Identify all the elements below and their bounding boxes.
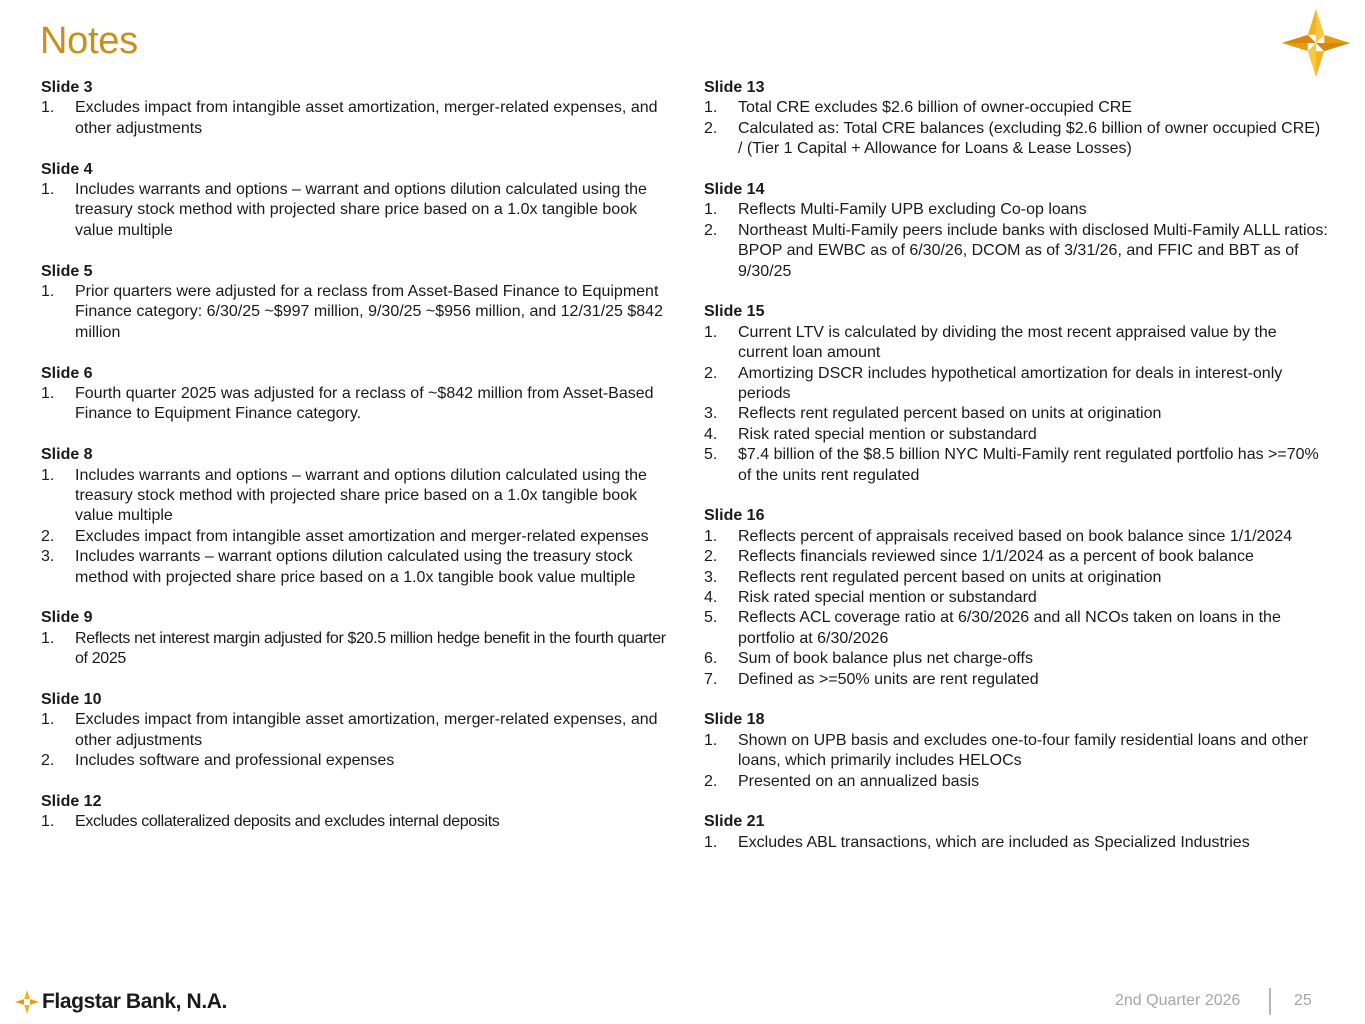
- footnote-number: 1.: [704, 731, 718, 749]
- footnote-number: 1.: [704, 99, 718, 117]
- footnote-number: 2.: [704, 772, 718, 790]
- footnote-number: 3.: [704, 568, 718, 586]
- page-title: Notes: [40, 20, 138, 62]
- slide-heading: Slide 3: [41, 79, 93, 96]
- slide-heading: Slide 18: [704, 711, 765, 729]
- slide-heading: Slide 9: [41, 609, 93, 627]
- slide-notes-section: [41, 792, 671, 833]
- footnote-text: Reflects rent regulated percent based on units at origination: [738, 568, 1162, 586]
- slide-notes-section: [41, 364, 671, 425]
- footnote-item: [704, 833, 1329, 853]
- footnote-number: 1.: [41, 711, 55, 729]
- footnote-text: Amortizing DSCR includes hypothetical amortization for deals in interest-only periods: [738, 364, 1283, 403]
- slide-heading: Slide 8: [41, 446, 93, 464]
- slide-notes-section: [41, 160, 671, 242]
- footnote-item: [41, 282, 671, 343]
- slide-notes-section: [704, 302, 1329, 486]
- footnote-number: 1.: [704, 527, 718, 545]
- slide-heading: Slide 10: [41, 691, 102, 708]
- footnote-text: Shown on UPB basis and excludes one-to-four family residential loans and other loans, which primarily includes HELOCs: [738, 731, 1309, 770]
- page-number: 25: [1294, 992, 1312, 1009]
- flagstar-star-icon: [15, 990, 39, 1014]
- footnote-text: Reflects ACL coverage ratio at 6/30/2026 and all NCOs taken on loans in the portfolio at 6/30/2026: [738, 609, 1281, 647]
- footnote-number: 5.: [704, 446, 718, 464]
- footnote-text: Excludes impact from intangible asset amortization, merger-related expenses, and other adjustments: [75, 99, 658, 137]
- notes-right-column: [704, 78, 1329, 874]
- footnote-text: Includes warrants – warrant options dilution calculated using the treasury stock method with projected share price based on a 1.0x tangible book value multiple: [75, 548, 636, 586]
- footnote-text: Includes software and professional expenses: [75, 752, 395, 770]
- slide-heading: Slide 4: [41, 160, 93, 178]
- footnote-number: 1.: [704, 201, 718, 219]
- footnote-text: Fourth quarter 2025 was adjusted for a reclass of ~$842 million from Asset-Based Finance to Equipment Finance category.: [75, 384, 654, 423]
- footnote-number: 4.: [704, 589, 718, 607]
- footnote-text: Reflects financials reviewed since 1/1/2024 as a percent of book balance: [738, 548, 1254, 566]
- footnote-number: 1.: [41, 813, 55, 831]
- footnote-item: [704, 772, 1329, 792]
- footnote-number: 2.: [704, 221, 718, 239]
- slide-notes-section: [704, 180, 1329, 282]
- footnote-text: Risk rated special mention or substandard: [738, 589, 1037, 607]
- footnote-number: 1.: [704, 833, 718, 851]
- brand-name: Flagstar Bank, N.A.: [42, 990, 227, 1013]
- footnote-item: [704, 588, 1329, 608]
- footnote-number: 1.: [41, 629, 55, 647]
- footnote-item: [704, 98, 1329, 118]
- footnote-item: [704, 670, 1329, 690]
- footnote-text: Reflects net interest margin adjusted for $20.5 million hedge benefit in the fourth quarter of 2025: [75, 629, 666, 668]
- footnote-item: [704, 527, 1329, 547]
- footnote-text: Reflects percent of appraisals received based on book balance since 1/1/2024: [738, 527, 1293, 545]
- footnote-item: [704, 323, 1329, 364]
- footnote-item: [704, 547, 1329, 567]
- footnote-number: 2.: [704, 119, 718, 137]
- slide-notes-section: [41, 445, 671, 588]
- footnote-number: 6.: [704, 650, 718, 668]
- footnote-item: [41, 466, 671, 527]
- footnote-number: 3.: [41, 548, 55, 566]
- footnote-item: [704, 364, 1329, 405]
- slide-notes-section: [41, 78, 671, 139]
- footnote-item: [704, 608, 1329, 649]
- footnote-text: Total CRE excludes $2.6 billion of owner-occupied CRE: [738, 99, 1132, 117]
- footnote-text: Prior quarters were adjusted for a reclass from Asset-Based Finance to Equipment Finance category: 6/30/25 ~$997 million, 9/30/25 ~$956 million, and 12/31/25 $842 million: [75, 282, 663, 341]
- footnote-text: Includes warrants and options – warrant and options dilution calculated using the treasury stock method with projected share price based on a 1.0x tangible book value multiple: [75, 466, 647, 525]
- footnote-text: Excludes collateralized deposits and excludes internal deposits: [75, 813, 500, 831]
- slide-notes-section: [41, 262, 671, 344]
- footnote-text: Excludes impact from intangible asset amortization and merger-related expenses: [75, 527, 649, 545]
- footnote-item: [704, 425, 1329, 445]
- slide-heading: Slide 12: [41, 793, 102, 810]
- footnote-item: [41, 98, 671, 139]
- footnote-number: 5.: [704, 609, 718, 627]
- footnote-text: Sum of book balance plus net charge-offs: [738, 650, 1033, 668]
- footnote-text: $7.4 billion of the $8.5 billion NYC Multi-Family rent regulated portfolio has >=70% of the units rent regulated: [738, 446, 1319, 484]
- slide-notes-section: [704, 710, 1329, 792]
- footnote-number: 4.: [704, 425, 718, 443]
- footnote-text: Risk rated special mention or substandard: [738, 425, 1037, 443]
- footnote-item: [41, 710, 671, 751]
- footnote-item: [704, 649, 1329, 669]
- footnote-item: [704, 404, 1329, 424]
- footnote-item: [704, 568, 1329, 588]
- footnote-text: Northeast Multi-Family peers include banks with disclosed Multi-Family ALLL ratios: BPOP and EWBC as of 6/30/26, DCOM as of 3/31/26, and FFIC and BBT as of 9/30/25: [738, 221, 1328, 280]
- footnote-item: [41, 751, 671, 771]
- footnote-item: [41, 547, 671, 588]
- footnote-item: [704, 119, 1329, 160]
- footnote-text: Reflects Multi-Family UPB excluding Co-op loans: [738, 201, 1087, 219]
- footnote-item: [41, 629, 671, 670]
- footnote-number: 1.: [41, 180, 55, 198]
- footnote-text: Excludes ABL transactions, which are included as Specialized Industries: [738, 833, 1250, 851]
- footnote-item: [41, 180, 671, 241]
- footnote-item: [704, 200, 1329, 220]
- footnote-number: 2.: [41, 752, 55, 770]
- slide-heading: Slide 5: [41, 262, 93, 280]
- slide-heading: Slide 13: [704, 79, 765, 96]
- footnote-number: 2.: [704, 364, 718, 382]
- footnote-text: Current LTV is calculated by dividing the most recent appraised value by the current loan amount: [738, 323, 1277, 362]
- slide-notes-section: [41, 608, 671, 669]
- footer-quarter: 2nd Quarter 2026: [1115, 992, 1241, 1009]
- slide-heading: Slide 16: [704, 507, 765, 525]
- slide-heading: Slide 21: [704, 813, 765, 831]
- footnote-item: [41, 812, 671, 832]
- footnote-text: Reflects rent regulated percent based on units at origination: [738, 405, 1162, 423]
- footnote-number: 2.: [41, 527, 55, 545]
- footer-divider: [1269, 988, 1271, 1015]
- footnote-number: 1.: [41, 99, 55, 117]
- footnote-item: [704, 445, 1329, 486]
- footnote-number: 1.: [41, 282, 55, 300]
- footnote-text: Defined as >=50% units are rent regulated: [738, 670, 1039, 688]
- notes-left-column: [41, 78, 671, 853]
- slide-heading: Slide 14: [704, 181, 765, 198]
- footnote-item: [704, 731, 1329, 772]
- footnote-number: 1.: [41, 466, 55, 484]
- footnote-text: Excludes impact from intangible asset amortization, merger-related expenses, and other adjustments: [75, 711, 658, 749]
- slide-notes-section: [41, 690, 671, 772]
- footnote-number: 7.: [704, 670, 718, 688]
- slide-notes-section: [704, 78, 1329, 160]
- footnote-number: 1.: [41, 384, 55, 402]
- slide-heading: Slide 6: [41, 364, 93, 382]
- slide-notes-section: [704, 506, 1329, 690]
- footnote-item: [41, 527, 671, 547]
- slide-notes-section: [704, 812, 1329, 853]
- footnote-text: Calculated as: Total CRE balances (excluding $2.6 billion of owner occupied CRE) / (Tier 1 Capital + Allowance for Loans & Lease Losses): [738, 119, 1321, 158]
- footnote-number: 3.: [704, 405, 718, 423]
- footnote-number: 2.: [704, 548, 718, 566]
- footnote-item: [41, 384, 671, 425]
- footer-logo: [15, 990, 227, 1014]
- flagstar-star-icon: [1282, 9, 1350, 77]
- slide-heading: Slide 15: [704, 303, 765, 321]
- footnote-number: 1.: [704, 323, 718, 341]
- footnote-item: [704, 221, 1329, 282]
- footnote-text: Includes warrants and options – warrant and options dilution calculated using the treasury stock method with projected share price based on a 1.0x tangible book value multiple: [75, 180, 647, 239]
- footnote-text: Presented on an annualized basis: [738, 772, 980, 790]
